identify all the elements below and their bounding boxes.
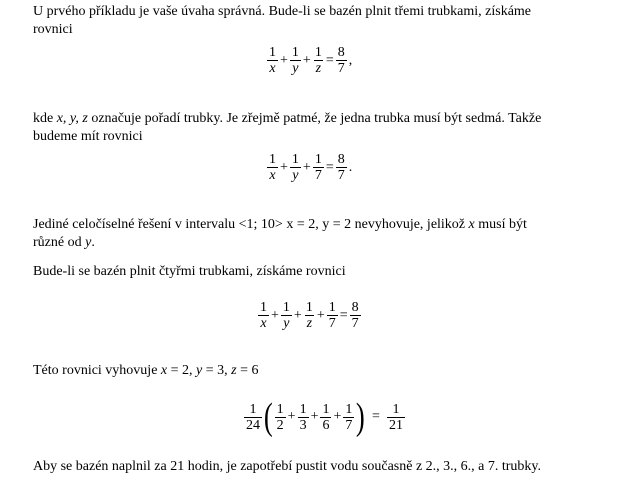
equation-1: $\frac{1}{x}$ + $\frac{1}{y}$ + $\frac{1}{z}$ = $\frac{8}{7}$ ,: [269, 45, 353, 76]
paragraph-5: Této rovnici vyhovuje x = 2, y = 3, z = 6: [33, 363, 259, 378]
equation-4: $\frac{1}{24}$ ( $\frac{1}{2}$ + $\frac{1}{3}$ + $\frac{1}{6}$ + $\frac{1}{7}$ ) = $\frac{1}{21}$: [246, 396, 403, 438]
equation-2: $\frac{1}{x}$ + $\frac{1}{y}$ + $\frac{1}{7}$ = $\frac{8}{7}$ .: [269, 152, 353, 183]
fraction: $\frac{8}{7}$: [337, 45, 345, 76]
paragraph-3: [33, 216, 613, 252]
fraction: $\frac{1}{y}$: [291, 152, 299, 183]
fraction: $\frac{1}{x}$: [269, 152, 276, 183]
paragraph-1-line-1: U prvého příkladu je vaše úvaha správná. Bude-li se bazén plnit třemi trubkami, získáme: [33, 4, 532, 19]
paragraph-1: [33, 3, 613, 39]
fraction: $\frac{1}{6}$: [322, 401, 330, 433]
paragraph-2: [33, 110, 613, 146]
paragraph-2-line-2: budeme mít rovnici: [33, 129, 143, 144]
fraction: $\frac{1}{3}$: [299, 401, 307, 433]
right-parenthesis: ): [356, 396, 366, 438]
fraction: $\frac{8}{7}$: [351, 300, 359, 331]
fraction: $\frac{1}{y}$: [291, 45, 299, 76]
fraction: $\frac{1}{x}$: [260, 300, 267, 331]
fraction: $\frac{1}{x}$: [269, 45, 276, 76]
fraction: $\frac{1}{24}$: [246, 401, 260, 433]
equation-3: $\frac{1}{x}$ + $\frac{1}{y}$ + $\frac{1}{z}$ + $\frac{1}{7}$ = $\frac{8}{7}$: [260, 300, 359, 331]
fraction: $\frac{1}{y}$: [282, 300, 290, 331]
paragraph-1-line-2: rovnici: [33, 22, 73, 37]
fraction: $\frac{1}{7}$: [314, 152, 322, 183]
fraction: $\frac{1}{7}$: [345, 401, 353, 433]
fraction: $\frac{1}{z}$: [314, 45, 322, 76]
fraction: $\frac{8}{7}$: [337, 152, 345, 183]
left-parenthesis: (: [263, 396, 273, 438]
fraction: $\frac{1}{7}$: [328, 300, 336, 331]
paragraph-3-line-1: Jediné celočíselné řešení v intervalu <1; 10> x = 2, y = 2 nevyhovuje, jelikož x musí být: [33, 217, 527, 232]
fraction: $\frac{1}{z}$: [305, 300, 313, 331]
paragraph-4: Bude-li se bazén plnit čtyřmi trubkami, získáme rovnici: [33, 264, 346, 279]
paragraph-2-line-1: kde x, y, z označuje pořadí trubky. Je zřejmě patmé, že jedna trubka musí být sedmá. Takže: [33, 111, 542, 126]
paragraph-6: Aby se bazén naplnil za 21 hodin, je zapotřebí pustit vodu současně z 2., 3., 6., a 7. trubky.: [33, 459, 542, 474]
fraction: $\frac{1}{21}$: [388, 401, 403, 433]
paragraph-3-line-2: různé od y.: [33, 235, 95, 250]
fraction: $\frac{1}{2}$: [276, 401, 284, 433]
